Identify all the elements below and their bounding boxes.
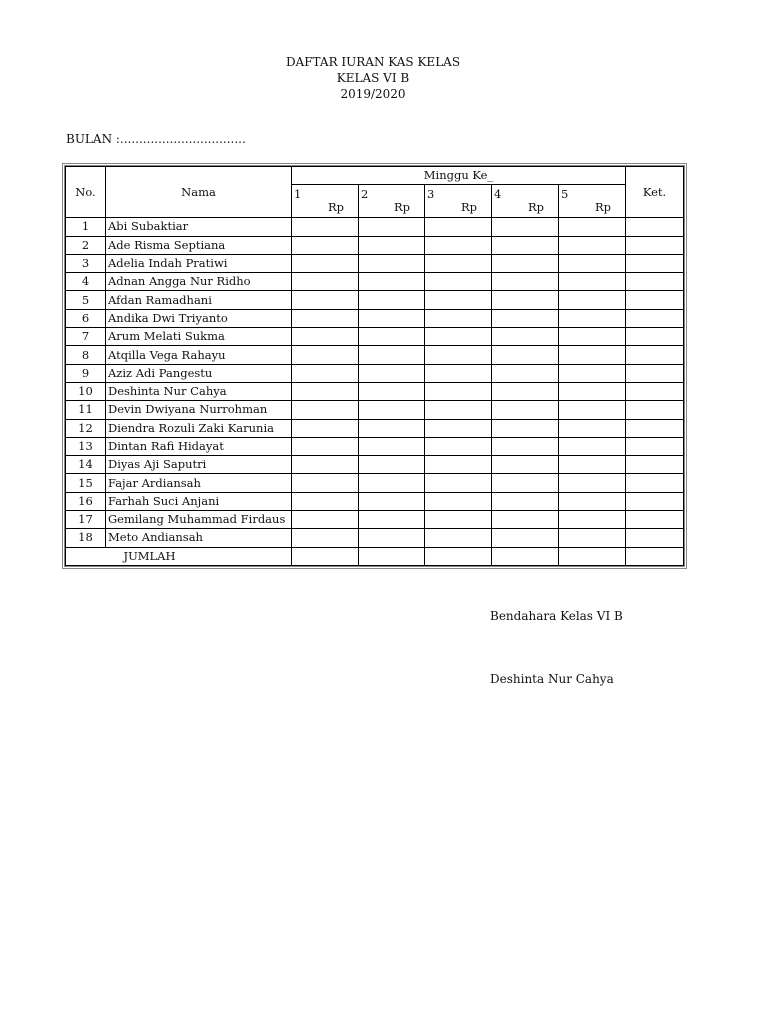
treasurer-role: Bendahara Kelas VI B bbox=[490, 609, 623, 623]
amount-cell[interactable] bbox=[425, 309, 492, 327]
amount-cell[interactable] bbox=[559, 474, 626, 492]
note-cell[interactable] bbox=[626, 419, 684, 437]
amount-cell[interactable] bbox=[425, 547, 492, 565]
student-name: Abi Subaktiar bbox=[106, 218, 292, 236]
table-row bbox=[66, 474, 684, 492]
amount-cell[interactable] bbox=[559, 218, 626, 236]
amount-cell[interactable] bbox=[292, 419, 359, 437]
amount-cell[interactable] bbox=[492, 236, 559, 254]
student-name: Adelia Indah Pratiwi bbox=[106, 254, 292, 272]
student-name: Diyas Aji Saputri bbox=[106, 456, 292, 474]
week-header bbox=[359, 185, 425, 218]
row-no: 6 bbox=[66, 309, 106, 327]
amount-cell[interactable] bbox=[425, 419, 492, 437]
student-name: Meto Andiansah bbox=[106, 529, 292, 547]
table-row bbox=[66, 437, 684, 455]
table-row bbox=[66, 492, 684, 510]
amount-cell[interactable] bbox=[359, 273, 425, 291]
row-no: 4 bbox=[66, 273, 106, 291]
note-cell[interactable] bbox=[626, 474, 684, 492]
table-row bbox=[66, 236, 684, 254]
amount-cell[interactable] bbox=[359, 511, 425, 529]
amount-cell[interactable] bbox=[292, 291, 359, 309]
header-week: Minggu Ke_ bbox=[292, 167, 626, 185]
amount-cell[interactable] bbox=[292, 382, 359, 400]
note-cell[interactable] bbox=[626, 291, 684, 309]
amount-cell[interactable] bbox=[359, 419, 425, 437]
amount-cell[interactable] bbox=[559, 309, 626, 327]
amount-cell[interactable] bbox=[359, 456, 425, 474]
row-no: 2 bbox=[66, 236, 106, 254]
table-row bbox=[66, 218, 684, 236]
student-name: Devin Dwiyana Nurrohman bbox=[106, 401, 292, 419]
amount-cell[interactable] bbox=[425, 437, 492, 455]
student-name: Fajar Ardiansah bbox=[106, 474, 292, 492]
amount-cell[interactable] bbox=[425, 291, 492, 309]
amount-cell[interactable] bbox=[425, 401, 492, 419]
amount-cell[interactable] bbox=[292, 328, 359, 346]
amount-cell[interactable] bbox=[359, 492, 425, 510]
student-name: Deshinta Nur Cahya bbox=[106, 382, 292, 400]
amount-cell[interactable] bbox=[559, 254, 626, 272]
amount-cell[interactable] bbox=[492, 364, 559, 382]
treasurer-name: Deshinta Nur Cahya bbox=[490, 672, 614, 686]
amount-cell[interactable] bbox=[559, 236, 626, 254]
amount-cell[interactable] bbox=[292, 273, 359, 291]
amount-cell[interactable] bbox=[292, 401, 359, 419]
note-cell[interactable] bbox=[626, 236, 684, 254]
amount-cell[interactable] bbox=[492, 328, 559, 346]
total-row bbox=[66, 547, 684, 565]
week-header bbox=[559, 185, 626, 218]
row-no: 18 bbox=[66, 529, 106, 547]
currency-label: Rp bbox=[327, 200, 344, 215]
week-header bbox=[425, 185, 492, 218]
amount-cell[interactable] bbox=[292, 492, 359, 510]
table-row bbox=[66, 291, 684, 309]
amount-cell[interactable] bbox=[559, 419, 626, 437]
amount-cell[interactable] bbox=[359, 474, 425, 492]
amount-cell[interactable] bbox=[425, 236, 492, 254]
row-no: 15 bbox=[66, 474, 106, 492]
amount-cell[interactable] bbox=[359, 309, 425, 327]
amount-cell[interactable] bbox=[559, 492, 626, 510]
student-name: Afdan Ramadhani bbox=[106, 291, 292, 309]
amount-cell[interactable] bbox=[492, 401, 559, 419]
student-name: Andika Dwi Triyanto bbox=[106, 309, 292, 327]
amount-cell[interactable] bbox=[359, 218, 425, 236]
note-cell[interactable] bbox=[626, 346, 684, 364]
amount-cell[interactable] bbox=[492, 273, 559, 291]
table-row bbox=[66, 419, 684, 437]
table-row bbox=[66, 364, 684, 382]
amount-cell[interactable] bbox=[425, 254, 492, 272]
total-label: JUMLAH bbox=[66, 547, 292, 565]
note-cell[interactable] bbox=[626, 273, 684, 291]
amount-cell[interactable] bbox=[359, 529, 425, 547]
table-row bbox=[66, 401, 684, 419]
amount-cell[interactable] bbox=[492, 254, 559, 272]
amount-cell[interactable] bbox=[292, 547, 359, 565]
currency-label: Rp bbox=[594, 200, 611, 215]
row-no: 3 bbox=[66, 254, 106, 272]
amount-cell[interactable] bbox=[425, 218, 492, 236]
amount-cell[interactable] bbox=[425, 364, 492, 382]
amount-cell[interactable] bbox=[492, 419, 559, 437]
student-name: Aziz Adi Pangestu bbox=[106, 364, 292, 382]
amount-cell[interactable] bbox=[559, 456, 626, 474]
amount-cell[interactable] bbox=[492, 218, 559, 236]
row-no: 5 bbox=[66, 291, 106, 309]
amount-cell[interactable] bbox=[292, 437, 359, 455]
row-no: 16 bbox=[66, 492, 106, 510]
amount-cell[interactable] bbox=[359, 547, 425, 565]
amount-cell[interactable] bbox=[425, 456, 492, 474]
row-no: 13 bbox=[66, 437, 106, 455]
amount-cell[interactable] bbox=[559, 401, 626, 419]
amount-cell[interactable] bbox=[425, 474, 492, 492]
week-number: 4 bbox=[494, 187, 502, 202]
student-name: Diendra Rozuli Zaki Karunia bbox=[106, 419, 292, 437]
note-cell[interactable] bbox=[626, 529, 684, 547]
amount-cell[interactable] bbox=[559, 346, 626, 364]
dues-table bbox=[62, 163, 687, 569]
amount-cell[interactable] bbox=[492, 291, 559, 309]
row-no: 17 bbox=[66, 511, 106, 529]
amount-cell[interactable] bbox=[292, 511, 359, 529]
note-cell[interactable] bbox=[626, 456, 684, 474]
amount-cell[interactable] bbox=[425, 529, 492, 547]
table-row bbox=[66, 254, 684, 272]
note-cell[interactable] bbox=[626, 328, 684, 346]
amount-cell[interactable] bbox=[359, 346, 425, 364]
amount-cell[interactable] bbox=[292, 529, 359, 547]
amount-cell[interactable] bbox=[292, 474, 359, 492]
currency-label: Rp bbox=[460, 200, 477, 215]
amount-cell[interactable] bbox=[559, 291, 626, 309]
doc-year: 2019/2020 bbox=[340, 87, 406, 101]
amount-cell[interactable] bbox=[559, 382, 626, 400]
amount-cell[interactable] bbox=[492, 346, 559, 364]
amount-cell[interactable] bbox=[292, 254, 359, 272]
currency-label: Rp bbox=[527, 200, 544, 215]
amount-cell[interactable] bbox=[359, 437, 425, 455]
amount-cell[interactable] bbox=[492, 511, 559, 529]
week-header bbox=[292, 185, 359, 218]
student-name: Arum Melati Sukma bbox=[106, 328, 292, 346]
note-cell[interactable] bbox=[626, 218, 684, 236]
student-name: Adnan Angga Nur Ridho bbox=[106, 273, 292, 291]
note-cell[interactable] bbox=[626, 547, 684, 565]
amount-cell[interactable] bbox=[425, 492, 492, 510]
week-number: 3 bbox=[427, 187, 435, 202]
amount-cell[interactable] bbox=[559, 328, 626, 346]
amount-cell[interactable] bbox=[292, 346, 359, 364]
amount-cell[interactable] bbox=[425, 328, 492, 346]
amount-cell[interactable] bbox=[492, 529, 559, 547]
student-name: Ade Risma Septiana bbox=[106, 236, 292, 254]
amount-cell[interactable] bbox=[425, 382, 492, 400]
amount-cell[interactable] bbox=[559, 364, 626, 382]
amount-cell[interactable] bbox=[492, 437, 559, 455]
amount-cell[interactable] bbox=[359, 328, 425, 346]
week-number: 5 bbox=[561, 187, 569, 202]
table-row bbox=[66, 511, 684, 529]
amount-cell[interactable] bbox=[359, 236, 425, 254]
note-cell[interactable] bbox=[626, 382, 684, 400]
amount-cell[interactable] bbox=[559, 529, 626, 547]
note-cell[interactable] bbox=[626, 309, 684, 327]
amount-cell[interactable] bbox=[359, 382, 425, 400]
amount-cell[interactable] bbox=[425, 511, 492, 529]
table-row bbox=[66, 309, 684, 327]
amount-cell[interactable] bbox=[359, 254, 425, 272]
row-no: 7 bbox=[66, 328, 106, 346]
note-cell[interactable] bbox=[626, 437, 684, 455]
table-row bbox=[66, 529, 684, 547]
row-no: 1 bbox=[66, 218, 106, 236]
amount-cell[interactable] bbox=[292, 309, 359, 327]
amount-cell[interactable] bbox=[359, 291, 425, 309]
amount-cell[interactable] bbox=[492, 382, 559, 400]
amount-cell[interactable] bbox=[559, 511, 626, 529]
week-header bbox=[492, 185, 559, 218]
note-cell[interactable] bbox=[626, 492, 684, 510]
amount-cell[interactable] bbox=[492, 456, 559, 474]
week-number: 2 bbox=[361, 187, 369, 202]
table-row bbox=[66, 328, 684, 346]
header-no: No. bbox=[66, 167, 106, 218]
note-cell[interactable] bbox=[626, 511, 684, 529]
row-no: 11 bbox=[66, 401, 106, 419]
note-cell[interactable] bbox=[626, 364, 684, 382]
amount-cell[interactable] bbox=[492, 309, 559, 327]
row-no: 10 bbox=[66, 382, 106, 400]
amount-cell[interactable] bbox=[559, 273, 626, 291]
row-no: 9 bbox=[66, 364, 106, 382]
note-cell[interactable] bbox=[626, 401, 684, 419]
currency-label: Rp bbox=[393, 200, 410, 215]
amount-cell[interactable] bbox=[359, 401, 425, 419]
amount-cell[interactable] bbox=[292, 218, 359, 236]
amount-cell[interactable] bbox=[492, 547, 559, 565]
amount-cell[interactable] bbox=[292, 364, 359, 382]
student-name: Dintan Rafi Hidayat bbox=[106, 437, 292, 455]
week-number: 1 bbox=[294, 187, 302, 202]
doc-class: KELAS VI B bbox=[336, 71, 410, 85]
row-no: 8 bbox=[66, 346, 106, 364]
header-note: Ket. bbox=[626, 167, 684, 218]
table-row bbox=[66, 346, 684, 364]
table-row bbox=[66, 273, 684, 291]
table-row bbox=[66, 382, 684, 400]
amount-cell[interactable] bbox=[559, 547, 626, 565]
note-cell[interactable] bbox=[626, 254, 684, 272]
student-name: Farhah Suci Anjani bbox=[106, 492, 292, 510]
amount-cell[interactable] bbox=[359, 364, 425, 382]
row-no: 14 bbox=[66, 456, 106, 474]
student-name: Atqilla Vega Rahayu bbox=[106, 346, 292, 364]
header-name: Nama bbox=[106, 167, 292, 218]
month-label: BULAN :................................. bbox=[66, 132, 246, 146]
table-row bbox=[66, 456, 684, 474]
amount-cell[interactable] bbox=[292, 236, 359, 254]
amount-cell[interactable] bbox=[425, 346, 492, 364]
amount-cell[interactable] bbox=[492, 474, 559, 492]
row-no: 12 bbox=[66, 419, 106, 437]
amount-cell[interactable] bbox=[425, 273, 492, 291]
amount-cell[interactable] bbox=[492, 492, 559, 510]
amount-cell[interactable] bbox=[292, 456, 359, 474]
student-name: Gemilang Muhammad Firdaus bbox=[106, 511, 292, 529]
amount-cell[interactable] bbox=[559, 437, 626, 455]
doc-title: DAFTAR IURAN KAS KELAS bbox=[285, 55, 461, 69]
